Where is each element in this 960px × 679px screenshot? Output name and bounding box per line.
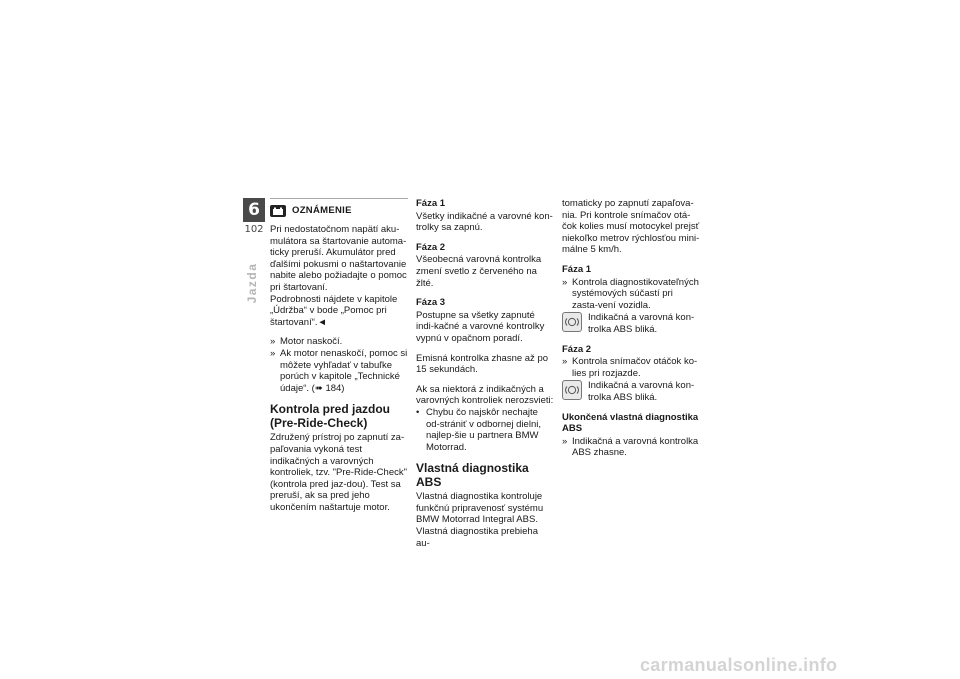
chapter-tab <box>243 198 265 235</box>
phase-1-text: Všetky indikačné a varovné kon-trolky sa zapnú. <box>416 210 553 234</box>
step-marker: » <box>270 347 276 359</box>
phase-2-title: Fáza 2 <box>416 241 446 253</box>
section-text-abs: Vlastná diagnostika kontroluje funkčnú pripravenosť systému BMW Motorrad Integral ABS. Vlastná diagnostika prebieha au- <box>416 491 544 549</box>
chapter-title-vertical <box>232 258 272 308</box>
abs-continued-text: tomaticky po zapnutí zapaľova-nia. Pri kontrole snímačov otá-čok kolies musí motocykel prejsť niekoľko metrov rýchlosťou mini-málne 5 km/h. <box>562 198 700 256</box>
column-1 <box>270 198 408 513</box>
chapter-number: 6 <box>243 198 265 222</box>
indicator-text: Indikačná a varovná kon-trolka ABS bliká. <box>588 312 695 335</box>
notice-text-1: Pri nedostatočnom napätí aku-mulátora sa štartovanie automa-ticky preruší. Akumulátor pred ďalšími pokusmi o naštartovanie nabite alebo požiadajte o pomoc pri štartovaní. <box>270 224 407 293</box>
indicator-text: Indikačná a varovná kon-trolka ABS bliká. <box>588 380 695 403</box>
step-marker: » <box>270 336 276 348</box>
indicator-row <box>562 380 700 403</box>
step-item <box>270 336 408 348</box>
abs-warning-icon <box>562 380 582 400</box>
emission-info: Emisná kontrolka zhasne až po 15 sekundách. <box>416 352 549 376</box>
step-text: Indikačná a varovná kontrolka ABS zhasne. <box>572 435 699 459</box>
abs-phase-2-title: Fáza 2 <box>562 343 592 355</box>
chapter-title: Jazda <box>245 262 259 304</box>
step-text: Kontrola snímačov otáčok ko-lies pri rozjazde. <box>572 356 698 379</box>
notice-title: OZNÁMENIE <box>292 205 352 217</box>
section-text-pre-ride-check: Združený prístroj po zapnutí za-paľovania vykoná test indikačných a varovných kontroliek, tzv. "Pre-Ride-Check" (kontrola pred jaz-dou). Test sa preruší, ak sa pred jeho ukončením naštartuje motor. <box>270 432 407 513</box>
abs-phase-1-title: Fáza 1 <box>562 263 592 275</box>
phase-3-text: Postupne sa všetky zapnuté indi-kačné a varovné kontrolky vypnú v opačnom poradí. <box>416 309 545 344</box>
step-item <box>562 277 700 312</box>
phase-1-title: Fáza 1 <box>416 198 446 209</box>
bullet-item <box>416 407 554 453</box>
page-number: 102 <box>244 224 264 235</box>
section-title-abs: Vlastná diagnostika ABS <box>416 461 529 489</box>
step-marker: » <box>562 435 568 447</box>
notice-header <box>270 198 408 221</box>
bullet-marker: • <box>416 406 420 418</box>
step-item <box>562 356 700 379</box>
battery-warning-icon <box>270 205 286 217</box>
phase-2-text: Všeobecná varovná kontrolka zmení svetlo z červeného na žlté. <box>416 254 542 289</box>
step-text: Motor naskočí. <box>280 336 343 348</box>
step-text: Kontrola diagnostikovateľných systémových súčastí pri zasta-vení vozidla. <box>572 276 699 311</box>
step-item <box>270 348 408 394</box>
section-title-pre-ride-check: Kontrola pred jazdou (Pre-Ride-Check) <box>270 402 390 430</box>
step-marker: » <box>562 276 568 288</box>
notice-text-2: Podrobnosti nájdete v kapitole „Údržba“ v bode „Pomoc pri štartovaní“.◄ <box>270 293 398 328</box>
column-3 <box>562 198 700 459</box>
bullet-text: Chybu čo najskôr nechajte od-strániť v odbornej dielni, najlep-šie u partnera BMW Motorrad. <box>426 406 541 453</box>
step-item <box>562 436 700 459</box>
step-marker: » <box>562 356 568 368</box>
column-2 <box>416 198 554 549</box>
abs-end-title: Ukončená vlastná diagnostika ABS <box>562 411 699 435</box>
indicator-failure-info: Ak sa niektorá z indikačných a varovných kontroliek nerozsvieti: <box>416 383 554 407</box>
phase-3-title: Fáza 3 <box>416 297 446 309</box>
watermark: carmanualsonline.info <box>640 655 838 675</box>
indicator-row <box>562 312 700 335</box>
step-text: Ak motor nenaskočí, pomoc si môžete vyhľadať v tabuľke porúch v kapitole „Technické údaje“. (➠ 184) <box>280 347 408 394</box>
abs-warning-icon <box>562 312 582 332</box>
